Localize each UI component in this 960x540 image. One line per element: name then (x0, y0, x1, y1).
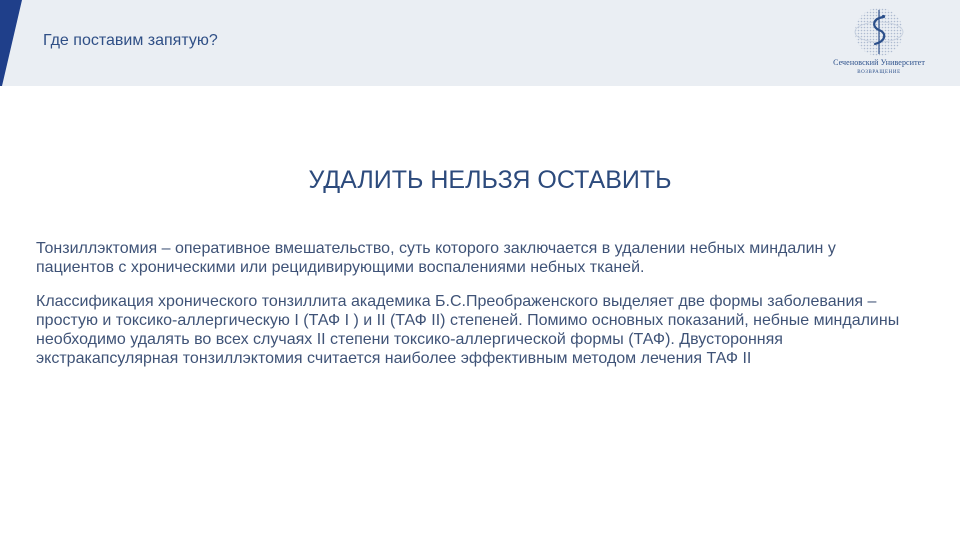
paragraph-definition: Тонзиллэктомия – оперативное вмешательство, суть которого заключается в удалении небных миндалин у пациентов с хроническими или рецидивирующими воспалениями небных тканей. (36, 240, 836, 276)
paragraph-classification: Классификация хронического тонзиллита академика Б.С.Преображенского выделяет две формы заболевания – простую и токсико-аллергическую I (ТАФ I ) и II (ТАФ II) степеней. Помимо основных показаний, небные миндалины необходимо удалять во всех случаях II степени токсико-аллергической формы (ТАФ). Двусторонняя экстракапсулярная тонзиллэктомия считается наиболее эффективным методом лечения ТАФ II (36, 293, 900, 367)
header-accent-stripe (0, 0, 40, 86)
slide-section-title: Где поставим запятую? (43, 32, 218, 49)
globe-snake-emblem-icon (824, 8, 934, 58)
slide-heading: УДАЛИТЬ НЕЛЬЗЯ ОСТАВИТЬ (308, 166, 672, 194)
university-tagline: ВОЗВРАЩЕНИЕ (857, 70, 901, 75)
university-logo (824, 8, 934, 80)
header-band (0, 0, 960, 86)
university-name: Сеченовский Университет (833, 58, 925, 67)
